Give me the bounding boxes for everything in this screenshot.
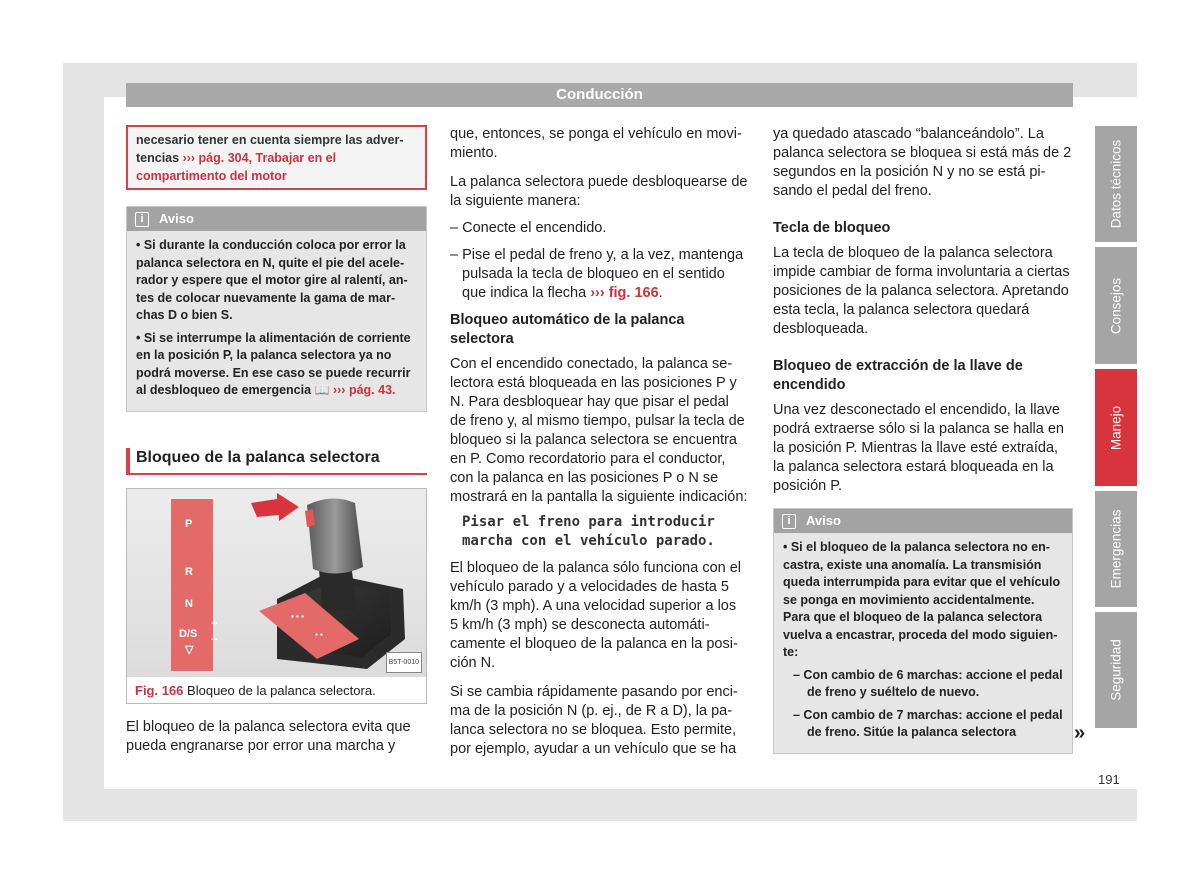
- tab-label: Manejo: [1108, 405, 1124, 450]
- figure-ref: Fig. 166: [135, 682, 184, 698]
- gate-label-triangle: ▽: [185, 643, 194, 656]
- note-title: Aviso: [806, 513, 841, 528]
- subheading: Bloqueo de extracción de la llave de encendido: [773, 358, 1023, 393]
- gate-label-plus: +: [211, 617, 218, 630]
- note-item-text: • Si se interrumpe la alimentación de corriente en la posición P, la palanca selectora ya no podrá moverse. En ese caso se puede recurrir al desbloqueo de emergencia: [136, 330, 411, 397]
- step-text: – Pise el pedal de freno y, a la vez, mantenga pulsada la tecla de bloqueo en el sentido que indica la flecha: [450, 247, 744, 301]
- figure-link[interactable]: ››› fig. 166: [590, 285, 659, 301]
- figure-caption: [127, 677, 426, 703]
- note-item: • Si el bloqueo de la palanca selectora no encastra, existe una anomalía. La transmisión queda interrumpida para evitar que el vehículo se ponga en movimiento accidentalmente. Para que el bloqueo de la palanca selectora vuelva a encastrar, proceda del modo siguiente:: [783, 540, 1061, 659]
- note-header: [774, 509, 1072, 533]
- tab-consejos[interactable]: [1095, 247, 1137, 364]
- svg-text:▪ ▪: ▪ ▪: [315, 629, 323, 639]
- step-item: – Conecte el encendido.: [450, 220, 607, 236]
- tab-manejo[interactable]: [1095, 369, 1137, 486]
- body-paragraph: Una vez desconectado el encendido, la llave podrá extraerse sólo si la palanca se halla en la posición P. Mientras la llave esté extraída, la palanca selectora estará bloqueada en la posición P.: [773, 402, 1064, 494]
- warning-link[interactable]: ››› pág. 304, Trabajar en el compartimento del motor: [136, 151, 337, 183]
- note-box: [126, 206, 427, 412]
- figure-caption-text: Bloqueo de la palanca selectora.: [187, 682, 376, 698]
- column-left: [126, 125, 427, 766]
- section-title: Bloqueo de la palanca selectora: [126, 448, 427, 475]
- gate-label-n: N: [185, 597, 193, 610]
- body-paragraph: ya quedado atascado “balanceándolo”. La palanca selectora se bloquea si está más de 2 segundos en la posición N y no se está pisando el pedal del freno.: [773, 126, 1072, 199]
- figure-code: B5T-0010: [386, 652, 422, 673]
- note-header: [127, 207, 426, 231]
- note-title: Aviso: [159, 211, 194, 226]
- subheading: Bloqueo automático de la palanca selectora: [450, 312, 685, 347]
- gear-selector-illustration: [127, 489, 426, 677]
- note-item: [136, 330, 417, 400]
- warning-text: necesario tener en cuenta siempre las advertencias: [136, 133, 404, 165]
- tab-seguridad[interactable]: [1095, 612, 1137, 728]
- body-paragraph: que, entonces, se ponga el vehículo en movimiento.: [450, 126, 742, 161]
- note-body: [774, 533, 1072, 753]
- body-paragraph: La tecla de bloqueo de la palanca selectora impide cambiar de forma involuntaria a ciertas posiciones de la palanca selectora. Apretando esta tecla, la palanca selectora quedará desbloqueada.: [773, 245, 1070, 337]
- tab-label: Seguridad: [1108, 639, 1124, 701]
- tab-label: Datos técnicos: [1108, 139, 1124, 229]
- press-arrow: [251, 493, 299, 521]
- book-icon: 📖: [314, 383, 330, 397]
- body-paragraph: El bloqueo de la palanca sólo funciona con el vehículo parado y a velocidades de hasta 5 km/h (3 mph). A una velocidad superior a los 5 km/h (3 mph) se desconecta automáticamente el bloqueo de la palanca en la posición N.: [450, 560, 742, 671]
- note-step: – Con cambio de 7 marchas: accione el pedal de freno. Sitúe la palanca selectora: [793, 707, 1063, 739]
- tab-emergencias[interactable]: [1095, 491, 1137, 607]
- warning-box: [126, 125, 427, 190]
- info-icon: i: [135, 212, 149, 227]
- gate-label-p: P: [185, 517, 193, 530]
- gate-label-r: R: [185, 565, 193, 578]
- info-icon: i: [782, 514, 796, 529]
- column-middle: [450, 125, 748, 769]
- column-right: [773, 125, 1073, 754]
- note-item: • Si durante la conducción coloca por error la palanca selectora en N, quite el pie del acelerador y espere que el motor gire al ralentí, antes de colocar nuevamente la gama de marchas D o bien S.: [136, 238, 408, 322]
- step-item: – Pise el pedal de freno y, a la vez, mantenga pulsada la tecla de bloqueo en el sentido que indica la flecha ››› fig. 166.: [450, 247, 744, 301]
- lever-knob: [307, 498, 363, 573]
- note-link-text: ››› pág. 43.: [332, 383, 396, 397]
- body-paragraph: El bloqueo de la palanca selectora evita que pueda engranarse por error una marcha y: [126, 718, 411, 754]
- svg-text:▪ ▪ ▪: ▪ ▪ ▪: [291, 611, 304, 621]
- continue-marker: »: [1074, 722, 1086, 744]
- note-body: [127, 231, 426, 411]
- note-box: [773, 508, 1073, 754]
- note-link[interactable]: [315, 383, 396, 397]
- subheading: Tecla de bloqueo: [773, 220, 891, 236]
- figure-166: [126, 488, 427, 704]
- page-header: Conducción: [126, 83, 1073, 107]
- note-step: – Con cambio de 6 marchas: accione el pedal de freno y suéltelo de nuevo.: [793, 667, 1063, 699]
- gate-label-ds: D/S: [179, 627, 198, 640]
- gear-selector-svg: [127, 489, 426, 677]
- tab-label: Emergencias: [1108, 509, 1124, 589]
- display-message: Pisar el freno para introducir marcha con el vehículo parado.: [462, 514, 715, 549]
- body-paragraph: Si se cambia rápidamente pasando por encima de la posición N (p. ej., de R a D), la palanca selectora no se bloquea. Esto permite, por ejemplo, ayudar a un vehículo que se ha: [450, 684, 738, 757]
- tab-label: Consejos: [1108, 277, 1124, 334]
- body-paragraph: La palanca selectora puede desbloquearse de la siguiente manera:: [450, 174, 748, 209]
- page-number: 191: [1098, 772, 1120, 787]
- body-paragraph: Con el encendido conectado, la palanca selectora está bloqueada en las posiciones P y N. Para desbloquear hay que pisar el pedal de freno y, al mismo tiempo, pulsar la tecla de bloqueo si la palanca selectora se encuentra en P. Como recordatorio para el conductor, con la palanca en las posiciones P o N se mostrará en la pantalla la siguiente indicación:: [450, 356, 748, 505]
- tab-datos-tecnicos[interactable]: [1095, 126, 1137, 242]
- gate-label-minus: −: [211, 633, 218, 646]
